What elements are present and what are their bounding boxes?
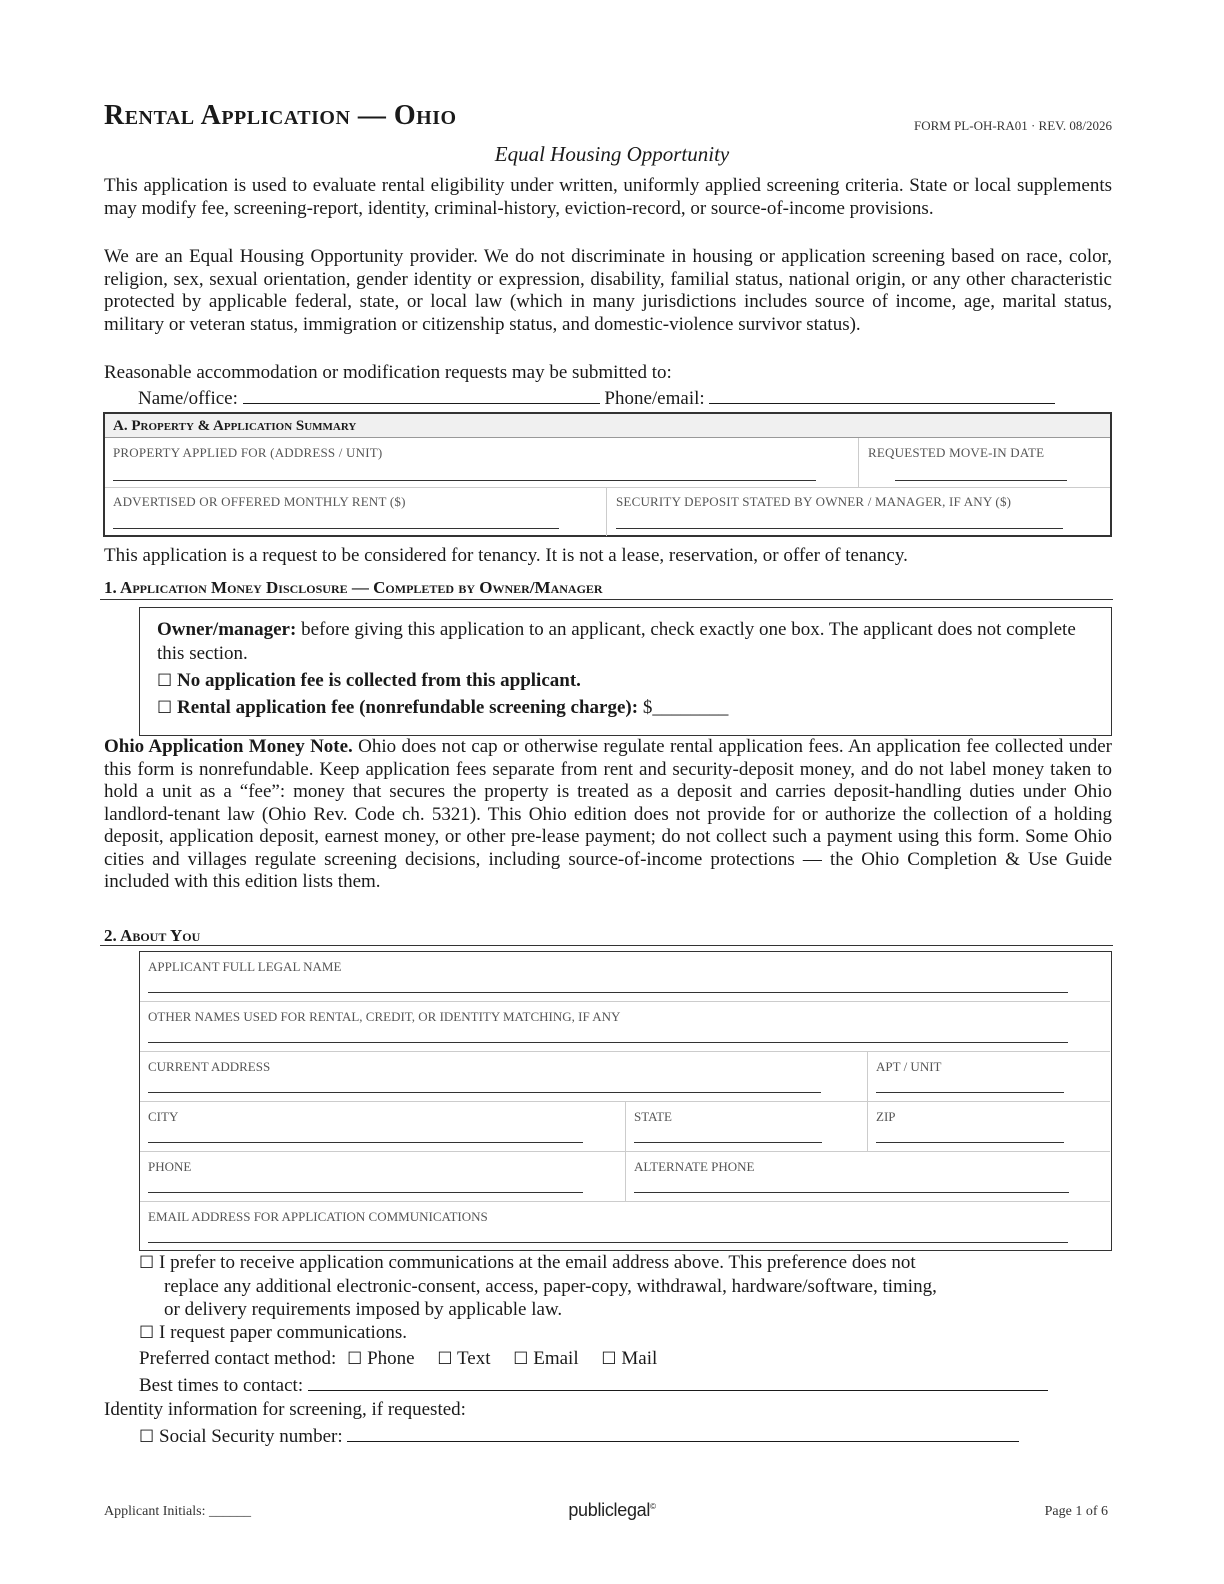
- page-number: Page 1 of 6: [1044, 1504, 1108, 1519]
- apt-label: APT / UNIT: [876, 1059, 942, 1074]
- city-row: [140, 1102, 1110, 1152]
- zip-label: ZIP: [876, 1109, 896, 1124]
- phone-cell: [140, 1152, 625, 1201]
- alt-phone-field[interactable]: [634, 1192, 1069, 1193]
- move-in-field[interactable]: [895, 480, 1067, 481]
- state-label: STATE: [634, 1109, 672, 1124]
- owner-instruction-bold: Owner/manager:: [157, 619, 297, 640]
- fee-checkbox[interactable]: ☐: [157, 698, 173, 718]
- phone-email-field[interactable]: [709, 387, 1055, 404]
- deposit-field[interactable]: [616, 528, 1063, 529]
- paper-preference-checkbox[interactable]: ☐: [139, 1323, 155, 1343]
- apt-field[interactable]: [876, 1092, 1064, 1093]
- email-preference-text-2: replace any additional electronic-consent, access, paper-copy, withdrawal, hardware/software, timing,: [164, 1275, 937, 1297]
- state-field[interactable]: [634, 1142, 822, 1143]
- email-option-label: Email: [533, 1348, 579, 1369]
- section-a-heading-text: A. Property & Application Summary: [113, 418, 357, 434]
- text-option-label: Text: [456, 1348, 491, 1369]
- initials-field[interactable]: Applicant Initials: ______: [104, 1504, 251, 1519]
- section-2-rule: [100, 945, 1113, 946]
- full-name-cell: [140, 952, 1110, 1001]
- contact-option-phone[interactable]: [347, 1348, 415, 1369]
- property-cell: [113, 445, 382, 461]
- intro-paragraph-3: Reasonable accommodation or modification requests may be submitted to:: [104, 362, 672, 383]
- move-in-cell: [868, 445, 1044, 461]
- apt-cell: [867, 1052, 1110, 1101]
- address-field[interactable]: [148, 1092, 821, 1093]
- phone-checkbox[interactable]: ☐: [347, 1349, 363, 1369]
- section-2-heading: 2. About You: [104, 926, 201, 945]
- address-cell: [140, 1052, 867, 1101]
- best-times-label: Best times to contact:: [139, 1375, 304, 1396]
- fee-label: Rental application fee (nonrefundable screening charge):: [177, 697, 639, 718]
- ohio-money-note: [104, 736, 1112, 894]
- ssn-row[interactable]: [139, 1425, 1079, 1449]
- full-name-row: [140, 952, 1110, 1002]
- phone-row: [140, 1152, 1110, 1202]
- phone-option-label: Phone: [367, 1348, 415, 1369]
- full-name-field[interactable]: [148, 992, 1068, 993]
- publiclegal-logo: [0, 1500, 1224, 1521]
- phone-label: PHONE: [148, 1159, 192, 1174]
- mail-checkbox[interactable]: ☐: [601, 1349, 617, 1369]
- divider: [858, 438, 859, 488]
- no-fee-option[interactable]: [157, 669, 1094, 693]
- owner-instruction: [157, 618, 1094, 666]
- property-label: PROPERTY APPLIED FOR (ADDRESS / UNIT): [113, 445, 383, 460]
- email-row: [140, 1202, 1110, 1252]
- fee-amount-field[interactable]: $________: [642, 697, 729, 718]
- city-label: CITY: [148, 1109, 179, 1124]
- section-a-box: [103, 412, 1112, 537]
- name-office-label: Name/office:: [138, 388, 238, 409]
- contact-option-text[interactable]: [437, 1348, 490, 1369]
- zip-cell: [867, 1102, 1110, 1151]
- address-row: [140, 1052, 1110, 1102]
- move-in-label: REQUESTED MOVE-IN DATE: [868, 445, 1045, 460]
- ohio-money-note-text: Ohio does not cap or otherwise regulate rental application fees. An application fee collected under this form is nonrefundable. Keep application fees separate from rent and security-deposit money, and do not label money taken to hold a unit as a “fee”: money that secures the property is treated as a deposit and carries deposit-handling duties under Ohio landlord-tenant law (Ohio Rev. Code ch. 5321). This Ohio edition does not provide for or authorize the collection of a holding deposit, application deposit, earnest money, or other pre-lease payment; do not collect such a payment using this form. Some Ohio cities and villages regulate screening decisions, including source-of-income protections — the Ohio Completion & Use Guide included with this edition lists them.: [104, 736, 1112, 892]
- phone-email-label: Phone/email:: [604, 388, 705, 409]
- alt-phone-label: ALTERNATE PHONE: [634, 1159, 755, 1174]
- intro-paragraph-1: This application is used to evaluate rental eligibility under written, uniformly applied screening criteria. State or local supplements may modify fee, screening-report, identity, criminal-history, eviction-record, or source-of-income provisions.: [104, 175, 1112, 219]
- email-preference-text: I prefer to receive application communications at the email address above. This preference does not: [159, 1252, 916, 1273]
- email-preference-text-3: or delivery requirements imposed by applicable law.: [164, 1299, 563, 1320]
- deposit-cell: [616, 494, 1011, 510]
- fee-option[interactable]: [157, 696, 1094, 720]
- contact-method-row: [139, 1348, 1109, 1371]
- tenancy-note: This application is a request to be considered for tenancy. It is not a lease, reservation, or offer of tenancy.: [104, 545, 908, 566]
- best-times-row: [139, 1374, 1099, 1398]
- ohio-money-note-bold: Ohio Application Money Note.: [104, 736, 353, 757]
- contact-method-label: Preferred contact method:: [139, 1348, 337, 1369]
- logo-text: publiclegal: [568, 1500, 651, 1520]
- ssn-field[interactable]: [347, 1425, 1019, 1442]
- phone-field[interactable]: [148, 1192, 583, 1193]
- contact-option-email[interactable]: [513, 1348, 578, 1369]
- ssn-checkbox[interactable]: ☐: [139, 1427, 155, 1447]
- zip-field[interactable]: [876, 1142, 1064, 1143]
- full-name-label: APPLICANT FULL LEGAL NAME: [148, 959, 342, 974]
- other-names-field[interactable]: [148, 1042, 1068, 1043]
- about-you-box: [139, 951, 1112, 1251]
- divider: [105, 487, 1110, 488]
- divider: [606, 488, 607, 536]
- email-checkbox[interactable]: ☐: [513, 1349, 529, 1369]
- mail-option-label: Mail: [621, 1348, 658, 1369]
- paper-preference-text: I request paper communications.: [159, 1322, 407, 1343]
- no-fee-label: No application fee is collected from this applicant.: [177, 670, 581, 691]
- alt-phone-cell: [625, 1152, 1110, 1201]
- page-subtitle: Equal Housing Opportunity: [494, 142, 730, 166]
- disclosure-box: [139, 607, 1112, 736]
- text-checkbox[interactable]: ☐: [437, 1349, 453, 1369]
- ssn-label: Social Security number:: [159, 1426, 343, 1447]
- rent-cell: [113, 494, 406, 510]
- page-title: Rental Application — Ohio: [104, 100, 457, 131]
- section-1-rule: [100, 599, 1113, 600]
- other-names-label: OTHER NAMES USED FOR RENTAL, CREDIT, OR IDENTITY MATCHING, IF ANY: [148, 1009, 621, 1024]
- state-cell: [625, 1102, 867, 1151]
- email-preference-checkbox[interactable]: ☐: [139, 1253, 155, 1273]
- email-field[interactable]: [148, 1242, 1068, 1243]
- other-names-cell: [140, 1002, 1110, 1051]
- section-a-heading: [105, 414, 1110, 438]
- intro-paragraph-2: We are an Equal Housing Opportunity provider. We do not discriminate in housing or application screening based on race, color, religion, sex, sexual orientation, gender identity or expression, disability, familial status, national origin, or any other characteristic protected by applicable federal, state, or local law (which in many jurisdictions includes source of income, age, marital status, military or veteran status, immigration or citizenship status, and domestic-violence survivor status).: [104, 246, 1112, 335]
- paper-preference-option[interactable]: [139, 1322, 1109, 1345]
- logo-mark: ©: [650, 1502, 656, 1511]
- best-times-field[interactable]: [308, 1374, 1048, 1391]
- deposit-label: SECURITY DEPOSIT STATED BY OWNER / MANAGER, IF ANY ($): [616, 494, 1012, 509]
- other-names-row: [140, 1002, 1110, 1052]
- rent-field[interactable]: [113, 528, 559, 529]
- accommodation-contact-row: [138, 387, 1098, 411]
- email-preference-option[interactable]: [139, 1252, 1109, 1322]
- property-field[interactable]: [113, 480, 816, 481]
- address-label: CURRENT ADDRESS: [148, 1059, 271, 1074]
- owner-instruction-text: before giving this application to an applicant, check exactly one box. The applicant does not complete this section.: [157, 619, 1076, 664]
- city-field[interactable]: [148, 1142, 583, 1143]
- email-cell: [140, 1202, 1110, 1251]
- form-number: FORM PL-OH-RA01 · REV. 08/2026: [913, 118, 1112, 133]
- rent-label: ADVERTISED OR OFFERED MONTHLY RENT ($): [113, 494, 406, 509]
- contact-option-mail[interactable]: [601, 1348, 657, 1369]
- email-label: EMAIL ADDRESS FOR APPLICATION COMMUNICATIONS: [148, 1209, 488, 1224]
- section-1-heading: 1. Application Money Disclosure — Completed by Owner/Manager: [104, 578, 603, 597]
- no-fee-checkbox[interactable]: ☐: [157, 671, 173, 691]
- city-cell: [140, 1102, 625, 1151]
- identity-label: Identity information for screening, if requested:: [104, 1399, 466, 1420]
- name-office-field[interactable]: [243, 387, 600, 404]
